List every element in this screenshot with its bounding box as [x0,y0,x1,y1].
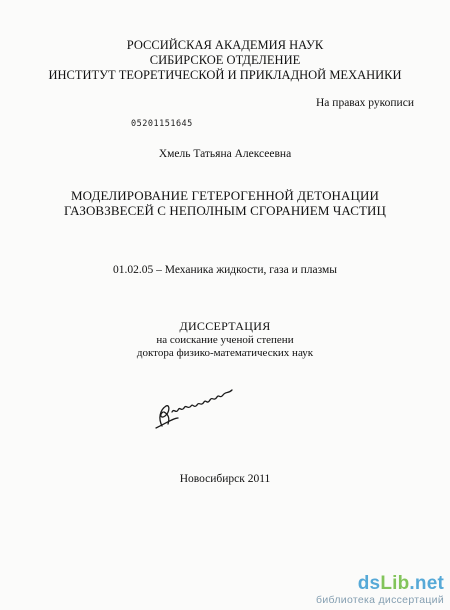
institution-header [0,38,450,83]
degree-line-2: доктора физико-математических наук [136,347,314,359]
logo-lib: Lib [380,573,410,594]
document-number: 05201151645 [131,119,193,129]
manuscript-rights-note: На правах рукописи [316,97,414,109]
specialty-code: 01.02.05 – Механика жидкости, газа и плазмы [113,264,337,276]
degree-description [0,334,450,360]
handwritten-signature-icon [148,382,240,434]
header-academy: РОССИЙСКАЯ АКАДЕМИЯ НАУК [126,38,324,52]
dslib-logo [316,574,444,594]
title-line-2: ГАЗОВЗВЕСЕЙ С НЕПОЛНЫМ СГОРАНИЕМ ЧАСТИЦ [63,203,387,218]
logo-net: .net [409,573,444,594]
dslib-watermark [316,574,444,606]
place-and-year: Новосибирск 2011 [179,473,271,485]
logo-ds: ds [357,573,381,594]
watermark-subtitle: библиотека диссертаций [316,594,444,606]
header-branch: СИБИРСКОЕ ОТДЕЛЕНИЕ [149,53,301,67]
header-institute: ИНСТИТУТ ТЕОРЕТИЧЕСКОЙ И ПРИКЛАДНОЙ МЕХАНИКИ [48,68,402,82]
title-line-1: МОДЕЛИРОВАНИЕ ГЕТЕРОГЕННОЙ ДЕТОНАЦИИ [70,188,379,203]
dissertation-title [0,188,450,218]
degree-line-1: на соискание ученой степени [156,334,294,346]
author-name: Хмель Татьяна Алексеевна [158,148,292,160]
document-type: ДИССЕРТАЦИЯ [179,319,271,333]
